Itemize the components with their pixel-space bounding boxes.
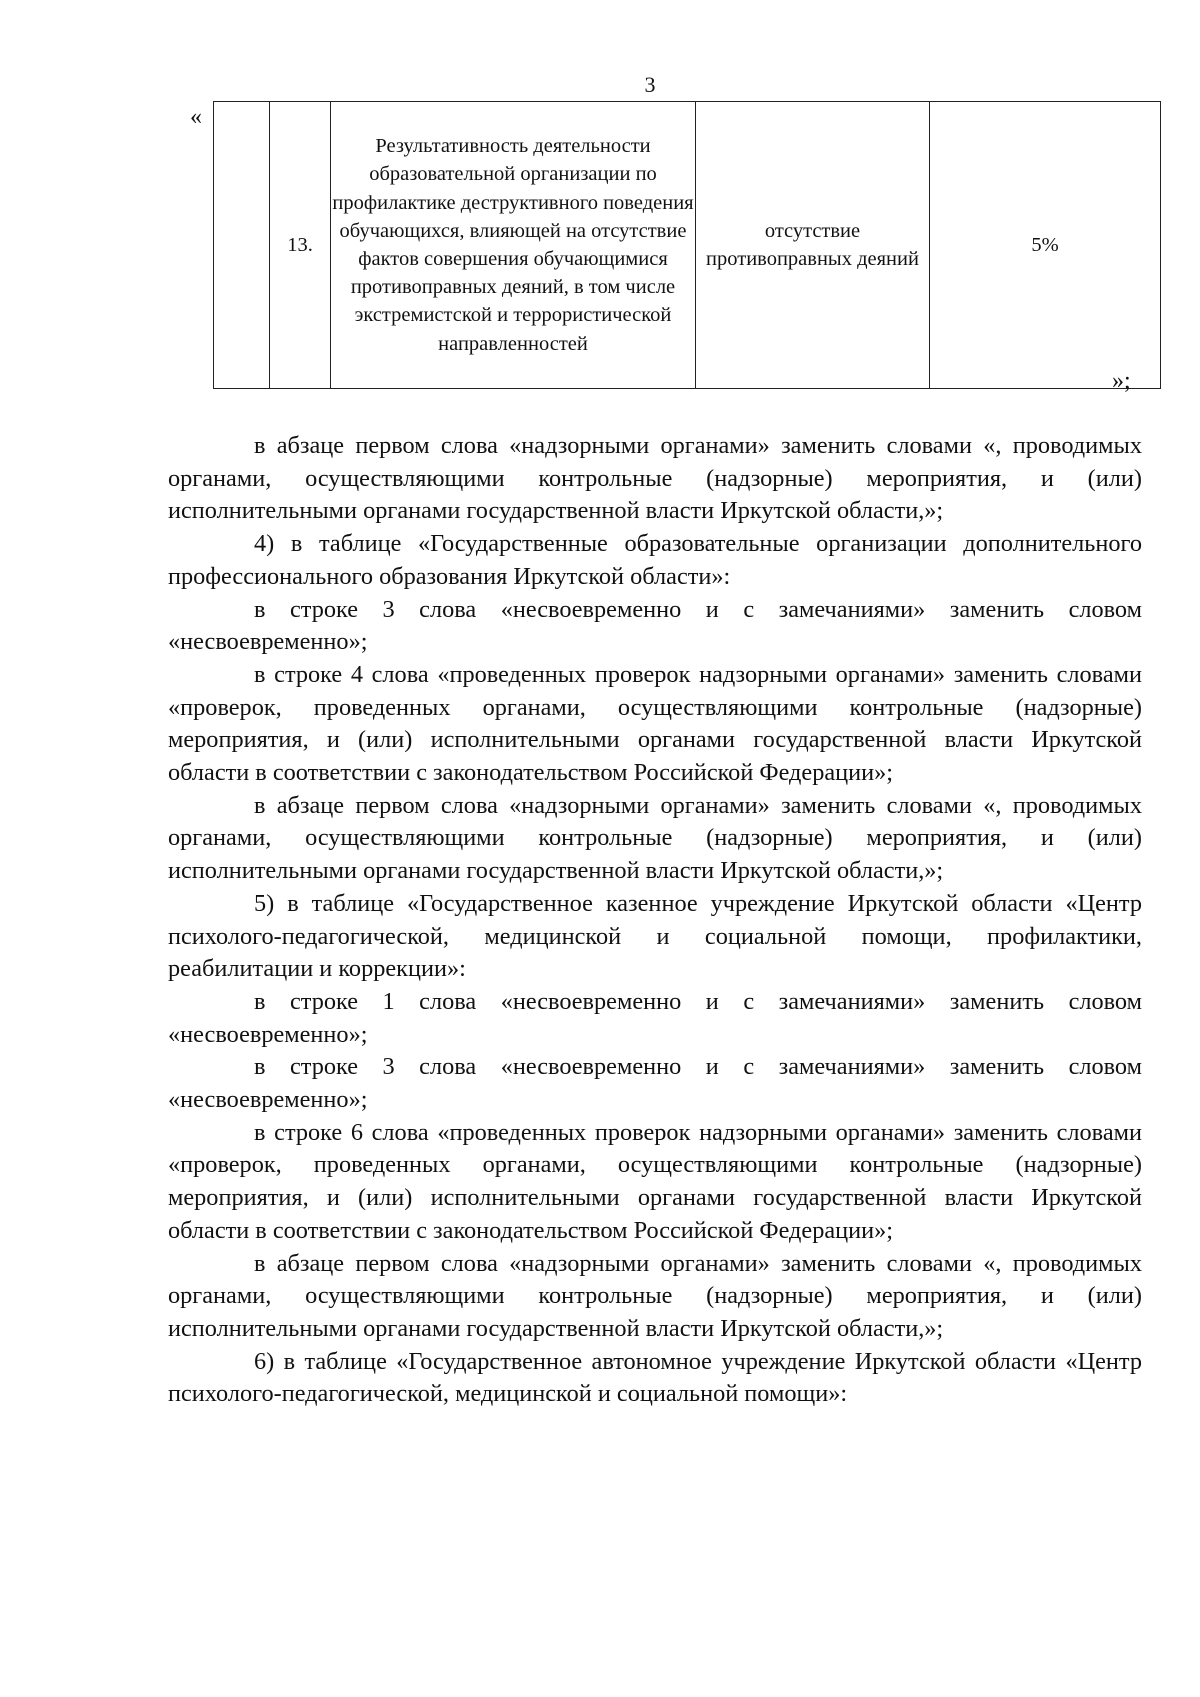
document-body <box>168 430 1142 1411</box>
row-description-cell: Результативность деятельности образовательной организации по профилактике деструктивного поведения обучающихся, влияющей на отсутствие фактов совершения обучающимися противоправных деяний, в том числе экстремистской и террористической направленностей <box>331 102 696 389</box>
row-weight-cell: 5% <box>930 102 1161 389</box>
table-open-quote: « <box>190 104 202 130</box>
paragraph: в абзаце первом слова «надзорными органами» заменить словами «, проводимых органами, осуществляющими контрольные (надзорные) мероприятия, и (или) исполнительными органами государственной власти Иркутской области,»; <box>168 432 1142 525</box>
paragraph: в строке 1 слова «несвоевременно и с замечаниями» заменить словом «несвоевременно»; <box>168 987 1142 1048</box>
paragraph: в строке 3 слова «несвоевременно и с замечаниями» заменить словом «несвоевременно»; <box>168 595 1142 656</box>
paragraph: в абзаце первом слова «надзорными органами» заменить словами «, проводимых органами, осуществляющими контрольные (надзорные) мероприятия, и (или) исполнительными органами государственной власти Иркутской области,»; <box>168 1249 1142 1342</box>
paragraph: в строке 4 слова «проведенных проверок надзорными органами» заменить словами «проверок, проведенных органами, осуществляющими контрольные (надзорные) мероприятия, и (или) исполнительными органами государственной власти Иркутской области в соответствии с законодательством Российской Федерации»; <box>168 660 1142 787</box>
paragraph: в строке 3 слова «несвоевременно и с замечаниями» заменить словом «несвоевременно»; <box>168 1053 1142 1114</box>
table-cell-blank <box>214 102 270 389</box>
row-number-cell: 13. <box>270 102 331 389</box>
paragraph: 5) в таблице «Государственное казенное учреждение Иркутской области «Центр психолого-педагогической, медицинской и социальной помощи, профилактики, реабилитации и коррекции»: <box>168 889 1142 983</box>
row-criterion-cell: отсутствие противоправных деяний <box>696 102 930 389</box>
paragraph: 4) в таблице «Государственные образовательные организации дополнительного профессионального образования Иркутской области»: <box>168 530 1142 590</box>
table-row <box>214 102 1161 389</box>
paragraph: в строке 6 слова «проведенных проверок надзорными органами» заменить словами «проверок, проведенных органами, осуществляющими контрольные (надзорные) мероприятия, и (или) исполнительными органами государственной власти Иркутской области в соответствии с законодательством Российской Федерации»; <box>168 1118 1142 1244</box>
page-number: 3 <box>644 72 656 97</box>
paragraph: в абзаце первом слова «надзорными органами» заменить словами «, проводимых органами, осуществляющими контрольные (надзорные) мероприятия, и (или) исполнительными органами государственной власти Иркутской области,»; <box>168 791 1142 885</box>
paragraph: 6) в таблице «Государственное автономное учреждение Иркутской области «Центр психолого-педагогической, медицинской и социальной помощи»: <box>168 1347 1142 1408</box>
table-close-quote: »; <box>1112 368 1131 394</box>
criteria-table <box>213 101 1161 389</box>
